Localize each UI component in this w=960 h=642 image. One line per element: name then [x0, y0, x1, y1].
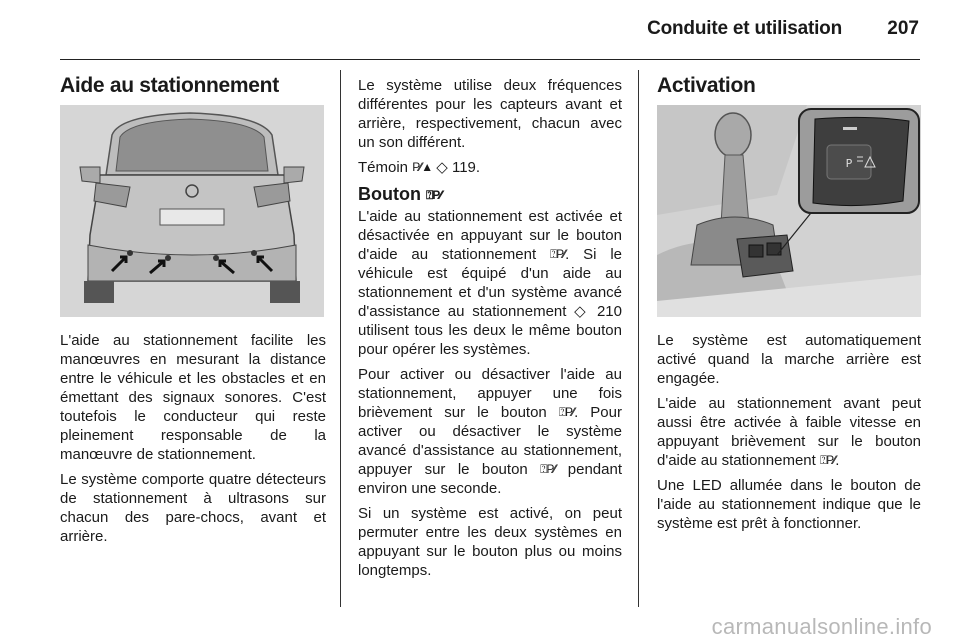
heading-aide-stationnement: Aide au stationnement [60, 74, 279, 97]
para-intro: L'aide au stationnement facilite les manœuvres en mesurant la distance entre le véhicule et les obstacles et en émettant des signaux sonores. C'est toutefois le conducteur qui reste pleinement responsable de la manœuvre de stationnement. [60, 332, 326, 463]
temoin-ref: 119. [451, 159, 481, 176]
column-2 [358, 76, 622, 586]
para-auto-activation: Le système est automatiquement activé quand la marche arrière est engagée. [657, 332, 921, 387]
para-permuter: Si un système est activé, on peut permuter entre les deux systèmes en appuyant sur le bouton plus ou moins longtemps. [358, 505, 622, 579]
heading-activation: Activation [657, 74, 756, 97]
para-activer-text-a: Pour activer ou désactiver l'aide au stationnement, appuyer une fois brièvement sur le bouton [358, 366, 622, 421]
column-1 [60, 76, 326, 552]
para-bouton-ref: 210 utilisent tous les deux le même bouton pour opérer les systèmes. [358, 303, 622, 358]
page-number: 207 [887, 18, 919, 39]
para-bouton [358, 207, 622, 359]
para-frequencies: Le système utilise deux fréquences différentes pour les capteurs avant et arrière, respectivement, chacun avec un son différent. [358, 77, 622, 151]
park-assist-icon: ⍰P⁄⁄ [549, 247, 566, 261]
svg-text:P: P [845, 157, 853, 170]
park-assist-icon: ⍰P⁄⁄ [540, 462, 556, 476]
parking-warning-icon: P⁄⁄▲ [412, 160, 433, 174]
para-activer [358, 365, 622, 498]
park-assist-button-icon: ⍰P⁄⁄ [426, 188, 442, 202]
para-temoin [358, 158, 622, 177]
park-assist-button-illustration [657, 105, 921, 317]
section-title: Conduite et utilisation [647, 18, 842, 39]
header-rule [60, 59, 920, 60]
park-assist-icon: ⍰P⁄⁄ [819, 453, 836, 467]
bouton-heading-text: Bouton [358, 184, 421, 204]
column-divider-2 [638, 70, 639, 607]
para-avant [657, 394, 921, 470]
reference-icon: ◇ [436, 159, 448, 176]
watermark: carmanualsonline.info [711, 614, 932, 639]
heading-bouton [358, 185, 622, 205]
para-activer-text-b: . Pour activer ou désactiver le système avancé d'assistance au stationnement, appuyer sur le bouton [358, 404, 622, 478]
para-bouton-text-b: . Si le véhicule est équipé d'un aide au stationnement et d'un système avancé d'assistance au stationnement [358, 246, 622, 320]
column-3 [657, 76, 921, 539]
rear-bumper-sensors-illustration [60, 105, 324, 317]
para-led: Une LED allumée dans le bouton de l'aide au stationnement indique que le système est prêt à fonctionner. [657, 477, 921, 532]
page-header [0, 0, 960, 60]
column-divider-1 [340, 70, 341, 607]
para-activer-text-c: pendant environ une seconde. [358, 461, 622, 497]
para-bouton-text-a: L'aide au stationnement est activée et désactivée en appuyant sur le bouton d'aide au stationnement [358, 208, 622, 263]
park-assist-icon: ⍰P⁄⁄ [558, 405, 575, 419]
para-sensors: Le système comporte quatre détecteurs de stationnement à ultrasons sur chacun des pare-chocs, avant et arrière. [60, 471, 326, 545]
temoin-prefix: Témoin [358, 159, 409, 176]
reference-icon: ◇ [574, 303, 590, 320]
para-avant-text-b: . [835, 452, 840, 469]
para-avant-text-a: L'aide au stationnement avant peut aussi être activée à faible vitesse en appuyant brièvement sur le bouton d'aide au stationnement [657, 395, 921, 469]
